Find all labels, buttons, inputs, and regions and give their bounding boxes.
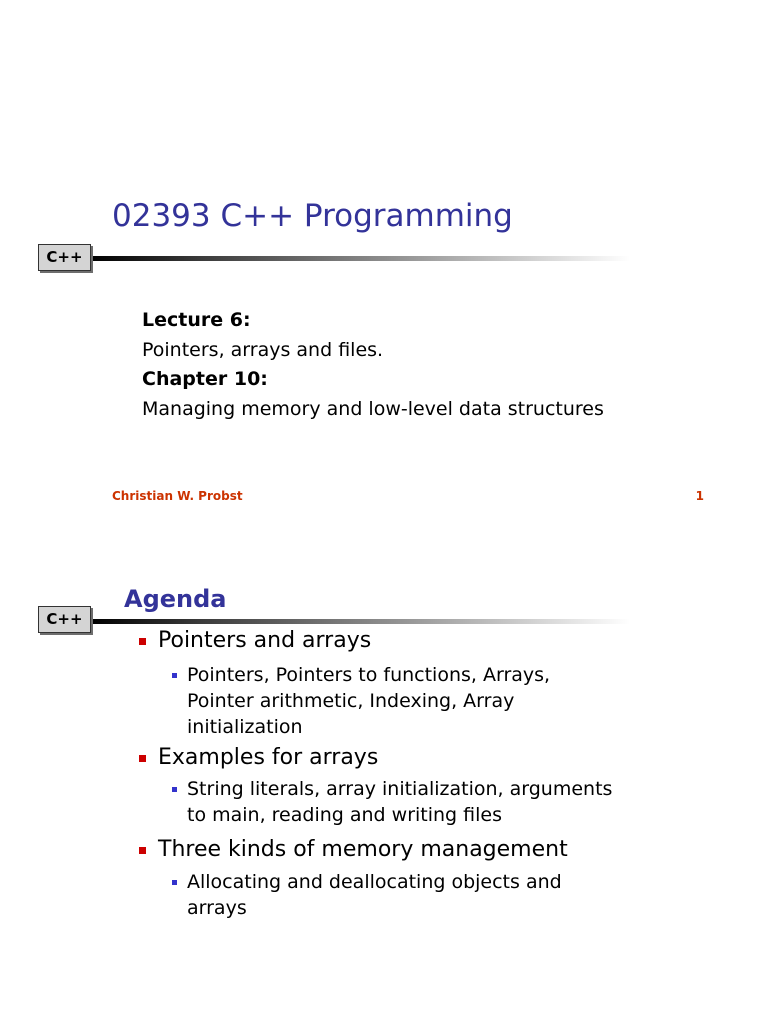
cpp-logo-badge: C++ — [38, 606, 91, 633]
footer-author: Christian W. Probst — [112, 489, 243, 503]
agenda-sub-bullet: Pointers, Pointers to functions, Arrays, Pointer arithmetic, Indexing, Array initialization — [187, 664, 551, 738]
square-bullet-icon — [139, 638, 146, 645]
square-bullet-icon — [139, 847, 146, 854]
cpp-logo-badge: C++ — [38, 244, 91, 271]
agenda-sub-bullet: Allocating and deallocating objects and arrays — [187, 871, 562, 919]
small-square-bullet-icon — [172, 880, 177, 885]
agenda-title-underline — [92, 619, 630, 624]
small-square-bullet-icon — [172, 673, 177, 678]
slide-title: 02393 C++ Programming — [112, 198, 513, 234]
agenda-title: Agenda — [124, 585, 227, 613]
footer-page-number: 1 — [695, 489, 704, 503]
chapter-topic: Managing memory and low-level data structures — [142, 397, 604, 420]
agenda-bullet: Three kinds of memory management — [158, 837, 568, 862]
lecture-topic: Pointers, arrays and files. — [142, 338, 384, 361]
chapter-heading: Chapter 10: — [142, 368, 268, 390]
lecture-heading: Lecture 6: — [142, 309, 251, 331]
agenda-bullet: Examples for arrays — [158, 745, 379, 770]
agenda-bullet: Pointers and arrays — [158, 628, 372, 653]
title-underline — [92, 256, 630, 261]
lecture-info — [142, 306, 604, 424]
small-square-bullet-icon — [172, 787, 177, 792]
agenda-sub-bullet: String literals, array initialization, arguments to main, reading and writing files — [187, 778, 613, 826]
square-bullet-icon — [139, 755, 146, 762]
